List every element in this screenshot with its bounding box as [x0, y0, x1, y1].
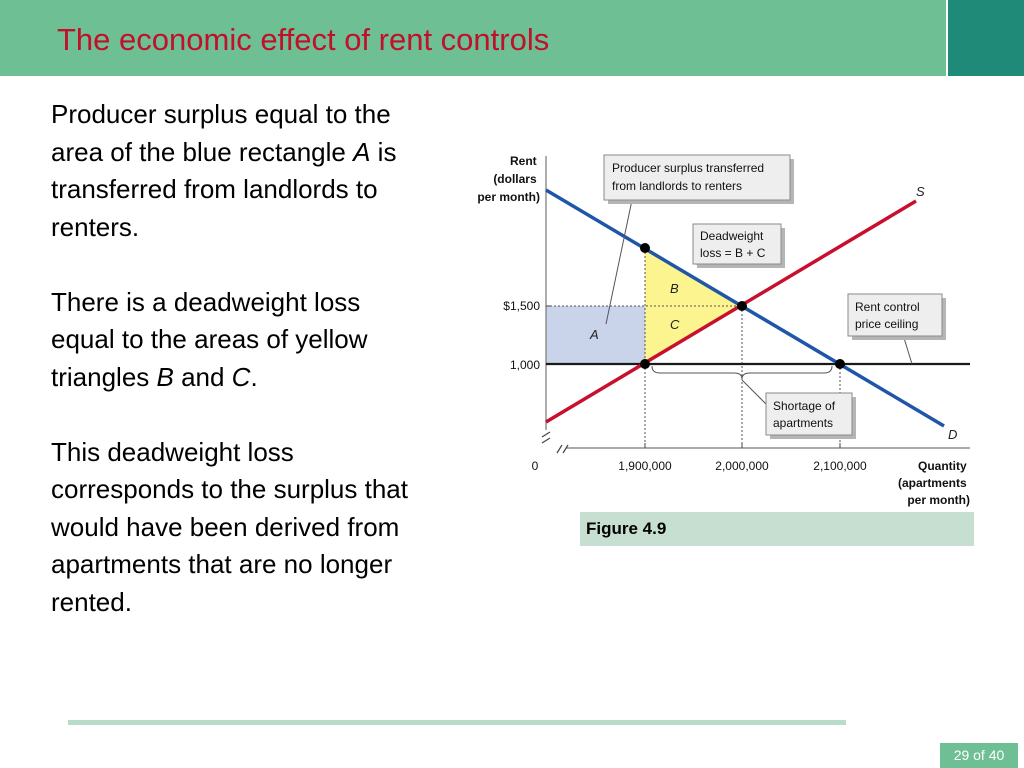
paragraph-deadweight-loss: There is a deadweight loss equal to the areas of yellow triangles B and C. — [51, 286, 368, 392]
callout-producer-surplus-text: Producer surplus transferred from landlords to renters — [612, 161, 765, 193]
demand-label: D — [948, 427, 958, 442]
point-equilibrium — [737, 301, 747, 311]
rent-control-figure — [460, 148, 980, 516]
x-tick-label-2000000: 2,000,000 — [715, 459, 769, 473]
figure-caption-text: Figure 4.9 — [586, 519, 667, 538]
footer-divider — [68, 720, 846, 725]
point-demand-1900000 — [640, 243, 650, 253]
point-demand-ceiling — [835, 359, 845, 369]
callout-deadweight-loss-text: Deadweight loss = B + C — [700, 229, 766, 260]
callout-shortage-text: Shortage of apartments — [773, 399, 836, 430]
x-tick-label-1900000: 1,900,000 — [618, 459, 672, 473]
body-text — [51, 96, 416, 659]
axis-break-y — [542, 432, 550, 443]
axis-break-x — [557, 445, 568, 453]
pointer-producer-surplus — [606, 200, 632, 324]
y-tick-label-1000: 1,000 — [509, 358, 540, 372]
point-supply-ceiling — [640, 359, 650, 369]
supply-label: S — [916, 184, 925, 199]
origin-label: 0 — [531, 459, 539, 473]
callout-price-ceiling-text: Rent control price ceiling — [855, 300, 920, 331]
y-axis-label: Rent (dollars per month) — [477, 154, 540, 204]
pointer-shortage — [742, 380, 766, 404]
x-tick-label-2100000: 2,100,000 — [813, 459, 867, 473]
area-c-label: C — [670, 317, 680, 332]
page-number: 29 of 40 — [940, 743, 1018, 768]
pointer-price-ceiling — [904, 338, 912, 364]
figure-caption — [580, 512, 974, 546]
area-a-label: A — [590, 327, 599, 342]
x-axis-label: Quantity (apartments per month) — [897, 459, 970, 507]
rent-control-chart — [460, 148, 980, 516]
paragraph-producer-surplus: Producer surplus equal to the area of the blue rectangle A is transferred from landlords to renters. — [51, 99, 397, 242]
y-tick-label-1500: $1,500 — [503, 299, 540, 313]
area-b-label: B — [670, 281, 679, 296]
slide-title: The economic effect of rent controls — [57, 22, 550, 57]
paragraph-lost-surplus: This deadweight loss corresponds to the surplus that would have been derived from apartments that are no longer rented. — [51, 436, 408, 617]
header-accent — [948, 0, 1024, 76]
